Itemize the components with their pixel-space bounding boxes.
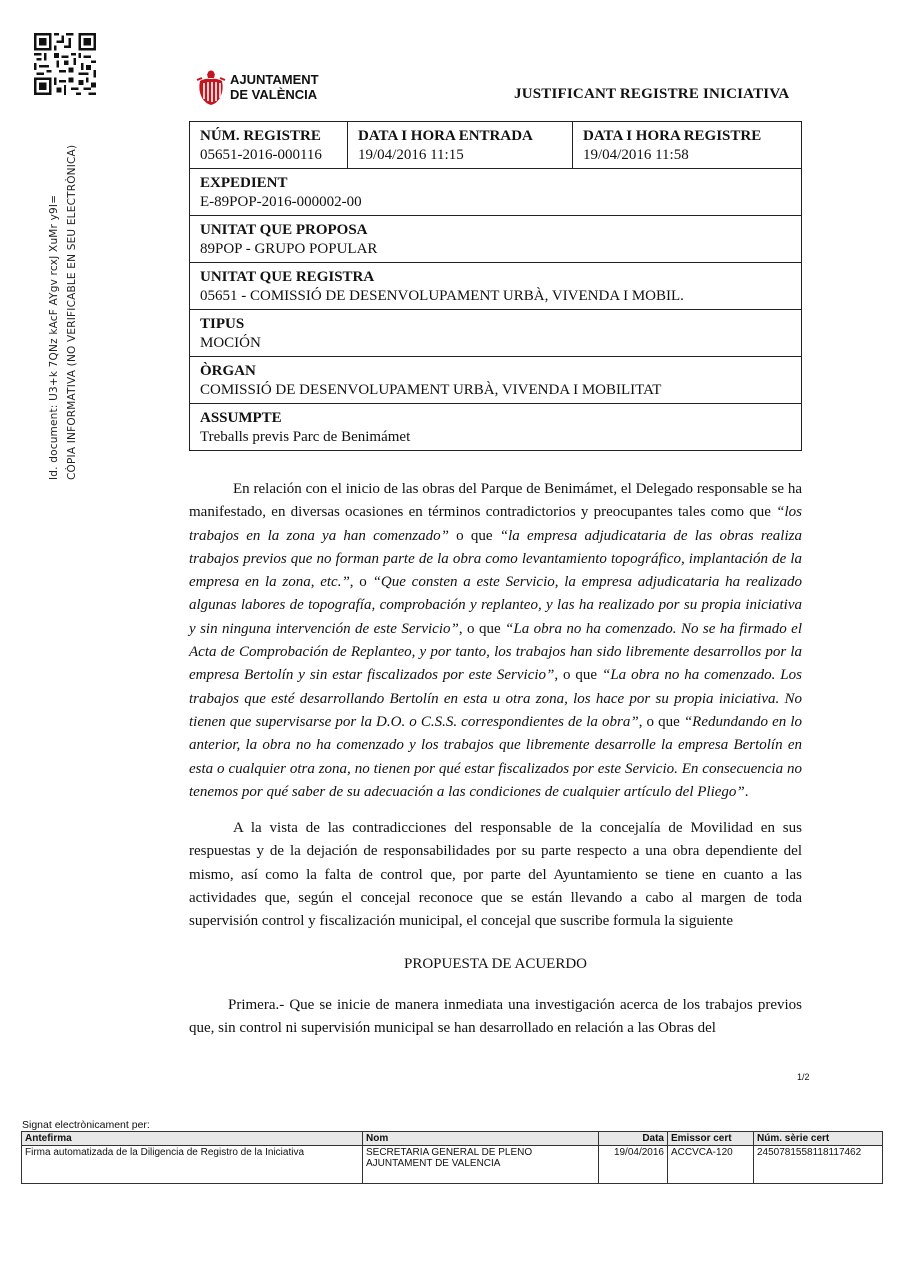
data-entrada-value: 19/04/2016 11:15 <box>358 147 464 163</box>
num-registre-value: 05651-2016-000116 <box>200 147 322 163</box>
table-row <box>190 357 802 404</box>
antefirma-cell: Firma automatizada de la Diligencia de Registro de la Iniciativa <box>22 1146 363 1184</box>
num-registre-cell <box>190 122 348 169</box>
unitat-proposa-label: UNITAT QUE PROPOSA <box>200 222 368 238</box>
expedient-label: EXPEDIENT <box>200 175 288 191</box>
logo-line-2: DE VALÈNCIA <box>230 87 318 102</box>
data-registre-label: DATA I HORA REGISTRE <box>583 128 762 144</box>
quote-text: “La obra no ha comenzado. Los trabajos que esté desarrollando Bertolín en esta u otra zona, los hace por su propia iniciativa. No tienen que supervisarse por la D.O. o C.S.S. correspondientes de la obra” <box>189 667 802 730</box>
signature-table <box>21 1131 883 1184</box>
assumpte-cell <box>190 404 802 451</box>
body-text: , o que <box>638 713 684 730</box>
data-entrada-cell <box>348 122 573 169</box>
organ-label: ÒRGAN <box>200 363 256 379</box>
unitat-registra-label: UNITAT QUE REGISTRA <box>200 269 375 285</box>
table-row <box>190 122 802 169</box>
body-text: , o <box>349 574 373 591</box>
table-row <box>22 1146 883 1184</box>
assumpte-label: ASSUMPTE <box>200 410 282 426</box>
quote-text: “La obra no ha comenzado. No se ha firmado el Acta de Comprobación de Replanteo, y por tanto, los trabajos han sido libremente desarrollos por la empresa Bertolín y sin estar fiscalizados por este Servicio” <box>189 620 802 684</box>
body-paragraph-1 <box>189 478 802 804</box>
assumpte-value: Treballs previs Parc de Benimámet <box>200 429 411 445</box>
nom-line-2: AJUNTAMENT DE VALENCIA <box>366 1158 501 1169</box>
table-header-row <box>22 1132 883 1146</box>
body-paragraph-3: Primera.- Que se inicie de manera inmediata una investigación acerca de los trabajos previos que, sin control ni supervisión municipal se han desarrollado en relación a las Obras del <box>189 996 802 1037</box>
body-text: En relación con el inicio de las obras del Parque de Benimámet, el Delegado responsable se ha manifestado, en diversas ocasiones en términos contradictorios y preocupantes tales como que <box>189 481 802 521</box>
data-entrada-label: DATA I HORA ENTRADA <box>358 128 533 144</box>
document-id-text: Id. document: U3+k 7QNz kAcF AYgv rcxJ XuMr y9I= <box>48 194 60 480</box>
qr-code-icon <box>34 33 96 95</box>
column-header-data: Data <box>599 1132 668 1146</box>
emissor-cell: ACCVCA-120 <box>668 1146 754 1184</box>
body-text: , o que <box>554 667 602 684</box>
unitat-registra-value: 05651 - COMISSIÓ DE DESENVOLUPAMENT URBÀ, VIVENDA I MOBIL. <box>200 288 684 304</box>
table-row <box>190 310 802 357</box>
column-header-serie: Núm. sèrie cert <box>754 1132 883 1146</box>
nom-line-1: SECRETARIA GENERAL DE PLENO <box>366 1147 533 1158</box>
column-header-antefirma: Antefirma <box>22 1132 363 1146</box>
column-header-emissor: Emissor cert <box>668 1132 754 1146</box>
tipus-cell <box>190 310 802 357</box>
data-registre-cell <box>573 122 802 169</box>
organ-cell <box>190 357 802 404</box>
document-title: JUSTIFICANT REGISTRE INICIATIVA <box>514 86 790 102</box>
logo-line-1: AJUNTAMENT <box>230 72 319 87</box>
body-text: , o que <box>458 620 506 637</box>
num-registre-label: NÚM. REGISTRE <box>200 128 321 144</box>
column-header-nom: Nom <box>363 1132 599 1146</box>
nom-cell <box>363 1146 599 1184</box>
expedient-cell <box>190 169 802 216</box>
table-row <box>190 263 802 310</box>
table-row <box>190 404 802 451</box>
ajuntament-logo <box>196 68 319 106</box>
unitat-proposa-value: 89POP - GRUPO POPULAR <box>200 241 378 257</box>
tipus-label: TIPUS <box>200 316 245 332</box>
copy-notice-text: CÒPIA INFORMATIVA (NO VERIFICABLE EN SEU ELECTRÒNICA) <box>66 144 78 480</box>
unitat-proposa-cell <box>190 216 802 263</box>
data-cell: 19/04/2016 <box>599 1146 668 1184</box>
body-paragraph-2: A la vista de las contradicciones del responsable de la concejalía de Movilidad en sus respuestas y de la dejación de responsabilidades por su parte respecto a una obra dependiente del mismo, así como la falta de control que, por parte del Ayuntamiento se tiene en cuanto a las actividades que, según el concejal reconoce que se están llevando a cabo al margen de toda supervisión control y fiscalización municipal, el concejal que suscribe formula la siguiente <box>189 820 802 930</box>
registry-table <box>189 121 802 451</box>
quote-text: “Que consten a este Servicio, la empresa adjudicataria ha realizado algunas labores de topografía, comprobación y replanteo, y las ha realizado por su propia iniciativa y sin ninguna intervención de este Servicio” <box>189 574 803 637</box>
expedient-value: E-89POP-2016-000002-00 <box>200 194 362 210</box>
data-registre-value: 19/04/2016 11:58 <box>583 147 689 163</box>
table-row <box>190 216 802 263</box>
unitat-registra-cell <box>190 263 802 310</box>
coat-of-arms-icon <box>196 68 226 106</box>
table-row <box>190 169 802 216</box>
body-text: . <box>744 783 749 800</box>
quote-text: “la empresa adjudicataria de las obras realiza trabajos previos que no forman parte de la obra como levantamiento topográfico, implantación de la empresa en la zona, etc.” <box>189 527 802 591</box>
section-heading: PROPUESTA DE ACUERDO <box>404 955 587 972</box>
quote-text: “los trabajos en la zona ya han comenzado” <box>189 504 802 544</box>
organ-value: COMISSIÓ DE DESENVOLUPAMENT URBÀ, VIVENDA I MOBILITAT <box>200 382 662 398</box>
signature-caption: Signat electrònicament per: <box>22 1119 150 1131</box>
serie-cell: 2450781558118117462 <box>754 1146 883 1184</box>
body-text: o que <box>448 527 500 544</box>
quote-text: “Redundando en lo anterior, la obra no ha comenzado y los trabajos que libremente desarrolle la empresa Bertolín en esta o cualquier otra zona, no tienen por qué estar fiscalizados por este Servicio. En consecuencia no tenemos por qué saber de su adecuación a las condiciones de cualquier artículo del Pliego” <box>189 713 802 800</box>
document-body <box>189 478 802 1041</box>
tipus-value: MOCIÓN <box>200 335 261 351</box>
page-number: 1/2 <box>797 1072 810 1082</box>
